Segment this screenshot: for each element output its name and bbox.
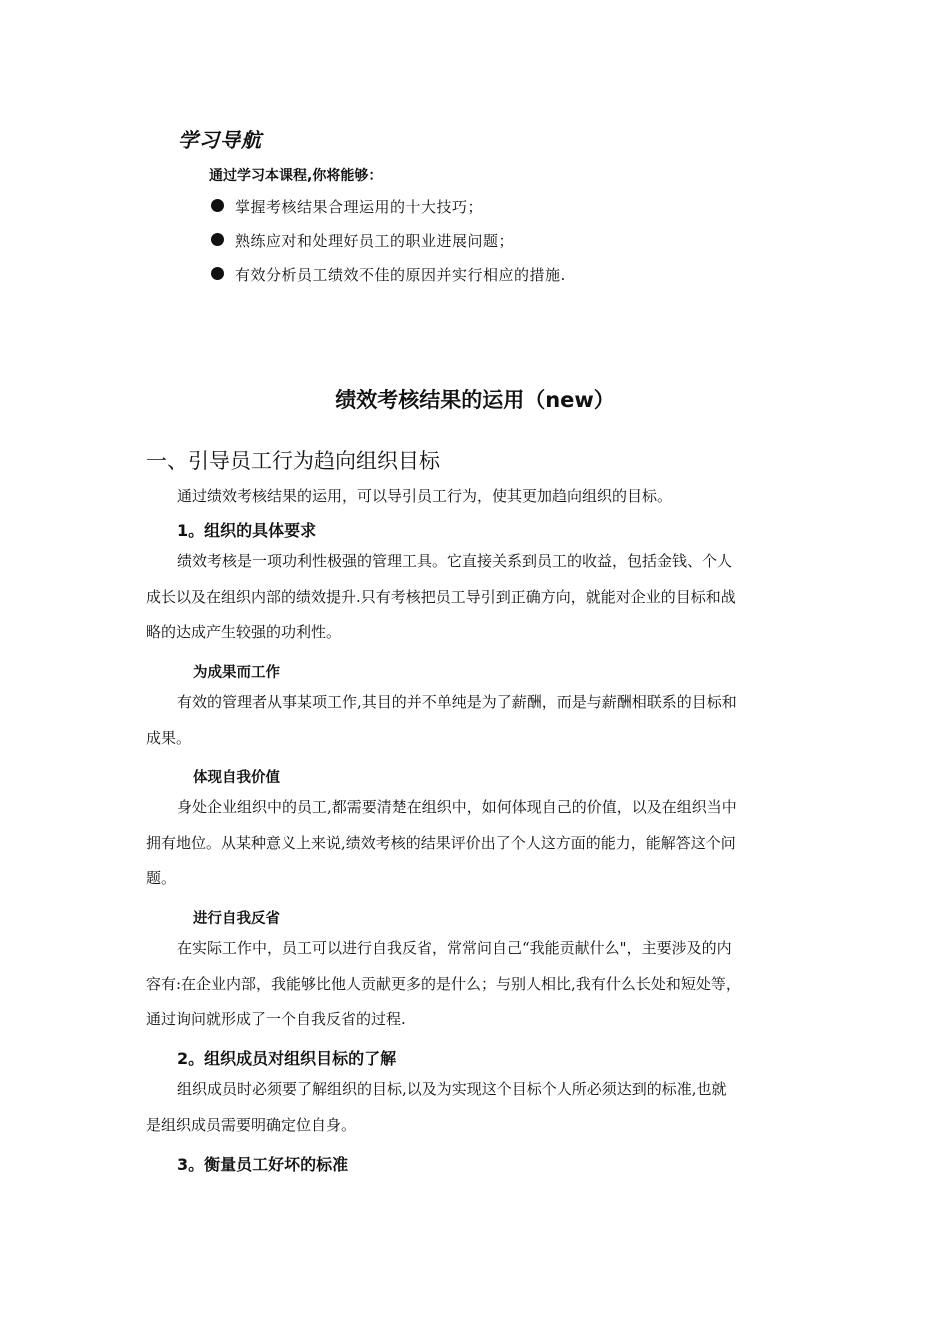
paragraph <box>146 685 811 756</box>
bullet-dot-icon <box>211 267 224 280</box>
paragraph-line: 略的达成产生较强的功利性。 <box>146 623 342 641</box>
section-intro: 通过绩效考核结果的运用，可以导引员工行为，使其更加趋向组织的目标。 <box>177 487 673 505</box>
paragraph-line: 组织成员时必须要了解组织的目标,以及为实现这个目标个人所必须达到的标准,也就 <box>177 1080 727 1098</box>
nav-intro: 通过学习本课程,你将能够： <box>209 168 383 184</box>
paragraph-line: 成果。 <box>146 728 192 747</box>
paragraph <box>146 1072 811 1143</box>
paragraph <box>146 790 811 897</box>
paragraph-line: 在实际工作中，员工可以进行自我反省，常常问自己“我能贡献什么"，主要涉及的内 <box>177 939 732 957</box>
subsection-heading: 3。衡量员工好坏的标准 <box>177 1155 349 1174</box>
paragraph-line: 题。 <box>146 869 177 887</box>
paragraph-line: 通过询问就形成了一个自我反省的过程. <box>146 1010 406 1028</box>
item-heading: 体现自我价值 <box>193 770 280 786</box>
paragraph-line: 成长以及在组织内部的绩效提升.只有考核把员工导引到正确方向，就能对企业的目标和战 <box>146 587 736 606</box>
nav-title: 学习导航 <box>178 128 262 152</box>
paragraph-line: 有效的管理者从事某项工作,其目的并不单纯是为了薪酬，而是与薪酬相联系的目标和 <box>177 693 737 711</box>
section-heading: 一、引导员工行为趋向组织目标 <box>146 449 440 473</box>
subsection-heading: 2。组织成员对组织目标的了解 <box>177 1049 397 1068</box>
nav-bullet-item: 熟练应对和处理好员工的职业进展问题； <box>235 232 515 250</box>
bullet-dot-icon <box>211 233 224 246</box>
paragraph-line: 拥有地位。从某种意义上来说,绩效考核的结果评价出了个人这方面的能力，能解答这个问 <box>146 833 736 852</box>
nav-bullet-item: 有效分析员工绩效不佳的原因并实行相应的措施. <box>235 266 566 284</box>
paragraph-line: 容有:在企业内部，我能够比他人贡献更多的是什么；与别人相比,我有什么长处和短处等， <box>146 974 741 993</box>
paragraph <box>146 931 811 1038</box>
paragraph <box>146 544 811 651</box>
bullet-dot-icon <box>211 199 224 212</box>
document-title: 绩效考核结果的运用（new） <box>335 388 615 412</box>
subsection-heading: 1。组织的具体要求 <box>177 521 317 540</box>
item-heading: 进行自我反省 <box>193 911 280 927</box>
paragraph-line: 身处企业组织中的员工,都需要清楚在组织中，如何体现自己的价值，以及在组织当中 <box>177 798 737 816</box>
paragraph-line: 绩效考核是一项功利性极强的管理工具。它直接关系到员工的收益，包括金钱、个人 <box>177 552 733 570</box>
item-heading: 为成果而工作 <box>193 665 280 681</box>
paragraph-line: 是组织成员需要明确定位自身。 <box>146 1115 357 1134</box>
nav-bullet-item: 掌握考核结果合理运用的十大技巧； <box>235 198 484 216</box>
